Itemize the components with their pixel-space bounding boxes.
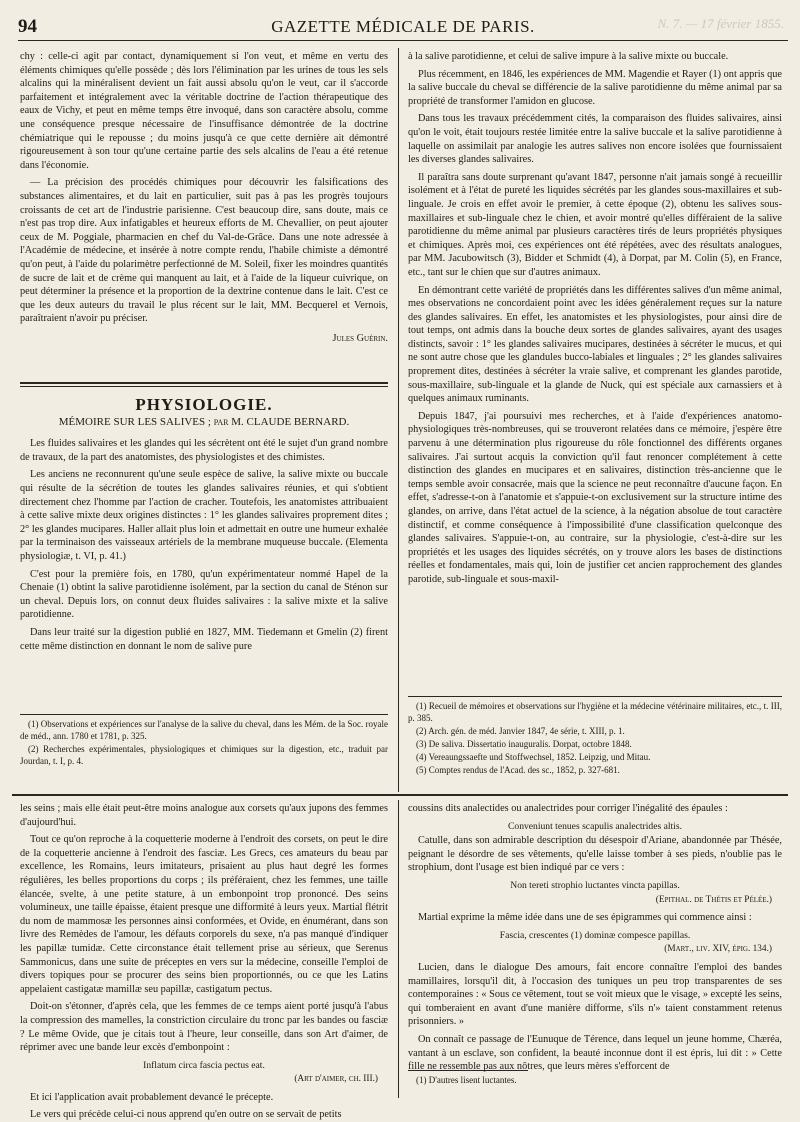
right-footnotes	[408, 700, 782, 790]
latin-quote: Non tereti strophio luctantes vincta papillas.	[510, 879, 680, 891]
page-number: 94	[18, 16, 37, 37]
section-title: PHYSIOLOGIE.	[135, 395, 273, 414]
footnote: (5) Comptes rendus de l'Acad. des sc., 1852, p. 327-681.	[416, 765, 620, 775]
left-column-physiologie	[20, 392, 388, 710]
latin-quote: Inflatum circa fascia pectus eat.	[143, 1059, 265, 1071]
left-footnotes	[20, 718, 388, 790]
feuilleton-right-column	[408, 802, 782, 1073]
paragraph: les seins ; mais elle était peut-être moins analogue aux corsets qu'aux jupons des femmes d'aujourd'hui.	[20, 803, 388, 828]
paragraph: Les anciens ne reconnurent qu'une seule espèce de salive, la salive mixte ou buccale qui résulte de la sécrétion de toutes les glandes salivaires réunies, et qui s'obtient directement chez l'homme par l'action de cracher. Toutefois, les anatomistes attribuaient à cette salive mixte deux origines distinctes : 1° les glandes salivaires proprement dites ; 2° les glandes mucipares. Haller allait plus loin et admettait en outre une humeur exhalée par la terminaison des vaisseaux artériels de la membrane muqueuse buccale. (Elementa physiologiæ, t. VI, p. 41.)	[20, 469, 388, 562]
footnote: (1) Recueil de mémoires et observations sur l'hygiène et la médecine vétérinaire militaires, etc., t. III, p. 385.	[408, 701, 782, 723]
footnote: (3) De saliva. Dissertatio inauguralis. Dorpat, octobre 1848.	[416, 739, 632, 749]
section-divider	[20, 382, 388, 384]
column-divider	[398, 48, 399, 792]
quote-reference: (Epithal. de Thétis et Pélée.)	[655, 894, 772, 905]
footnote-rule	[408, 696, 782, 697]
paragraph: On connaît ce passage de l'Eunuque de Térence, dans lequel un jeune homme, Chæréa, vantant à un esclave, son confident, la beauté inconnue dont il est épris, lui dit : » Cette fille ne ressemble pas aux nôtres, que leurs mères s'efforcent de	[408, 1033, 782, 1073]
page-header	[18, 14, 788, 41]
paragraph: Le vers qui précède celui-ci nous apprend qu'en outre on se servait de petits	[30, 1109, 342, 1121]
paragraph: Plus récemment, en 1846, les expériences de MM. Magendie et Rayer (1) ont appris que la salive buccale du cheval se différencie de la salive parotidienne du même animal par sa propriété de transformer l'amidon en glucose.	[408, 68, 783, 107]
paragraph: Les fluides salivaires et les glandes qui les sécrètent ont été le sujet d'un grand nombre de travaux, de la part des anatomistes, des physiologistes et des chimistes.	[20, 438, 388, 463]
feuilleton-divider	[12, 794, 788, 796]
paragraph: coussins dits analectides ou analectrides pour corriger l'inégalité des épaules :	[408, 803, 728, 814]
paragraph: Dans leur traité sur la digestion publié en 1827, MM. Tiedemann et Gmelin (2) firent cette même distinction en donnant le nom de salive pure	[20, 626, 388, 652]
footnote: (1) Observations et expériences sur l'analyse de la salive du cheval, dans les Mém. de la Soc. royale de méd., ann. 1780 et 1781, p. 325.	[20, 719, 388, 741]
bleed-through-date: N. 7. — 17 février 1855.	[657, 16, 784, 31]
author-signature: Jules Guérin.	[332, 332, 388, 344]
paragraph: Doit-on s'étonner, d'après cela, que les femmes de ce temps aient porté jusqu'à l'abus la compression des mamelles, la constriction circulaire du tronc par les bandes ou fasciæ ? Le même Ovide, que je citais tout à l'heure, leur conseille, dans son Art d'aimer, de réprimer avec une bande leur excès d'embonpoint :	[20, 1001, 388, 1054]
paragraph: Martial exprime la même idée dans une de ses épigrammes qui commence ainsi :	[418, 912, 752, 924]
paragraph: C'est pour la première fois, en 1780, qu'un expérimentateur nommé Hapel de la Chenaie (1) obtint la salive parotidienne isolément, par la section du canal de Sténon sur un cheval. Depuis lors, on connut deux fluides salivaires : la salive mixte et la salive parotidienne.	[20, 568, 388, 621]
footnote: (4) Vereaungssaefte und Stoffwechsel, 1852. Leipzig, und Mitau.	[416, 752, 651, 762]
paragraph: Il paraîtra sans doute surprenant qu'avant 1847, personne n'ait jamais songé à recueillir isolément et à l'état de pureté les liquides sécrétés par les glandes sous-maxillaires et sub-linguale. Je crois en effet avoir le premier, à cette époque (2), obtenu les salives sous-maxillaires et sub-linguale chez le chien, et avoir montré qu'elles différaient de la salive parotidienne du même animal par plusieurs caractères tirés de leurs propriétés physiques et chimiques. Après moi, ces expériences ont été répétées, avec des résultats analogues, par MM. Jacubowitsch (3), Bidder et Schmidt (4), à Dorpat, par M. Colin (5), en France, etc., tant sur le chien que sur d'autres animaux.	[408, 171, 782, 278]
quote-reference: (Mart., liv. XIV, épig. 134.)	[664, 944, 772, 955]
right-column-top	[408, 50, 782, 692]
footnote-rule	[408, 1070, 528, 1071]
paragraph: chy : celle-ci agit par contact, dynamiquement si l'on veut, et même en vertu des éléments chimiques qu'elle possède ; dès lors l'élimination par les urines de tous les sels alcalins qui la minéralisent devient un fait aussi absolu qu'on le veut, car il s'accorde parfaitement et intégralement avec la véritable doctrine de l'action thérapeutique des eaux de Vichy, et peut en même temps être invoqué, dans son caractère absolu, comme une conséquence presque nécessaire de l'insuffisance démontrée de la doctrine chémiatrique qui le repousse ; du moins jusqu'à ce que cette dernière ait démontré rigoureusement à son tour qu'une certaine partie des sels alcalins de l'eau a été retenue dans l'économie.	[20, 51, 388, 171]
footnote: (2) Recherches expérimentales, physiologiques et chimiques sur la digestion, etc., traduit par Jourdan, t. I, p. 4.	[20, 744, 388, 766]
footnote-rule	[20, 714, 388, 715]
journal-title: GAZETTE MÉDICALE DE PARIS.	[271, 17, 535, 36]
footnote: (1) D'autres lisent luctantes.	[416, 1075, 517, 1085]
section-divider	[20, 386, 388, 387]
column-divider	[398, 800, 399, 1098]
feuilleton-left-column	[20, 802, 388, 1121]
quote-reference: (Art d'aimer, ch. III.)	[294, 1074, 378, 1085]
left-column-top	[20, 50, 388, 376]
paragraph: Lucien, dans le dialogue Des amours, fait encore connaître l'emploi des bandes mamillaires, lorsqu'il dit, à l'occasion des tuniques un peu trop transparentes de ses contemporaines : « Sous ce vêtement, tout se voit mieux que le visage, » excepté les seins, qui tomberaient en avant d'une manière difforme, s'ils n'» taient constamment retenus prisonniers. »	[408, 961, 782, 1028]
latin-quote: Fascia, crescentes (1) dominæ compesce papillas.	[499, 929, 691, 941]
paragraph: à la salive parotidienne, et celui de salive impure à la salive mixte ou buccale.	[408, 51, 729, 62]
paragraph: Et ici l'application avait probablement devancé le précepte.	[30, 1091, 274, 1103]
article-subtitle: MÉMOIRE SUR LES SALIVES ; par M. CLAUDE BERNARD.	[58, 415, 350, 428]
paragraph: Tout ce qu'on reproche à la coquetterie moderne à l'endroit des corsets, on peut le dire de la coquetterie ancienne à l'endroit des fasciæ. Les Grecs, ces amateurs du beau par excellence, les Romains, leurs imitateurs, prisaient au plus haut degré les formes régulières, les belles proportions du corps ; ils préféraient, chez les femmes, une taille élancée, svelte, à une petite stature, à un embonpoint trop prononcé. Des seins volumineux, une taille épaisse, étaient presque une difformité à leurs yeux. Martial flétrit du nom de mammosæ les personnes ainsi conformées, et Ovide, en énumérant, dans son livre des Remèdes de l'amour, les défauts corporels du sexe, n'a pas manqué d'indiquer les papillæ tumidæ. Cette circonstance était tellement prise au sérieux, que Serenus Sammonicus, dans une suite de préceptes en vers sur la médecine, conseille l'emploi de divers topiques pour se procurer des seins bien proportionnés, ou ce que les Latins appelaient castigatæ mamillæ seu papillæ, castigatum pectus.	[20, 834, 388, 995]
paragraph: — La précision des procédés chimiques pour découvrir les falsifications des substances alimentaires, et du lait en particulier, suit pas à pas les progrès toujours croissants de cet art de l'industrie parisienne. C'est beaucoup dire, sans doute, mais ce n'est pas trop dire. Aux infatigables et heureux efforts de M. Chevallier, on peut ajouter ceux de M. Poggiale, pharmacien en chef du Val-de-Grâce. Dans une note adressée à l'Académie de médecine, et insérée à notre compte rendu, l'habile chimiste a démontré qu'on peut, à l'aide du polarimètre perfectionné de M. Soleil, fixer les moindres quantités de sucre de lait et de crème qui manquent au lait, et à l'aide de la liqueur cuivrique, on peut déterminer la présence et la proportion de la dextrine contenue dans le lait. C'est ce que les deux auteurs du travail le plus récent sur le lait, MM. Becquerel et Vernois, paraîtraient n'avoir pu préciser.	[20, 177, 388, 325]
paragraph: Depuis 1847, j'ai poursuivi mes recherches, et à l'aide d'expériences anatomo-physiologiques très-nombreuses, qui se trouveront relatées dans ce mémoire, j'espère être parvenu à une détermination plus rigoureuse du rôle fonctionnel des différents organes salivaires. J'ai surtout acquis la conviction qu'il faut renoncer complétement à cette distinction des glandes en mucipares et en salivaires, distinction très-ancienne que le temps semble avoir consacrée, mais que la science ne peut reconnaître d'aucune façon. En effet, s'adresse-t-on à l'anatomie et s'appuie-t-on exclusivement sur la structure intime des glandes, on arrive, dans l'état actuel de la science, à la négation absolue de tout caractère distinctif, et comme conséquence à l'impossibilité d'une classification quelconque des glandes salivaires. S'appuie-t-on, au contraire, sur la physiologie, c'est-à-dire sur les propriétés et les usages des liquides sécrétés, on y trouve alors les bases de distinctions réelles et fondamentales, mais qui, loin de justifier cet ancien rapprochement des glandes parotide, sub-linguale et sous-maxil-	[408, 410, 782, 585]
paragraph: Catulle, dans son admirable description du désespoir d'Ariane, abandonnée par Thésée, peignant le désordre de ses vêtements, qu'elle laisse tomber à ses pieds, n'oublie pas le strophium, dont l'usage est bien indiqué par ce vers :	[408, 835, 782, 874]
feuilleton-footnote	[408, 1074, 782, 1090]
paragraph: Dans tous les travaux précédemment cités, la comparaison des fluides salivaires, ainsi qu'on le voit, était toujours restée limitée entre la salive buccale et la salive parotidienne à laquelle on assimilait par analogie les autres salives non encore isolées que fournissaient les diverses glandes salivaires.	[408, 113, 782, 166]
paragraph: En démontrant cette variété de propriétés dans les différentes salives d'un même animal, mes observations ne concordaient point avec les idées généralement reçues sur la nature des glandes salivaires. En effet, les anatomistes et les physiologistes, pour ainsi dire de tout temps, ont admis dans la bouche deux sortes de glandes salivaires, ayant des usages distincts, savoir : 1° les glandes salivaires mucipares, destinées à sécréter le mucus, et qui ne sont autre chose que les glandules bucco-labiales et linguales ; 2° les glandes salivaires proprement dites, destinées à sécréter la vraie salive, et comprenant les glandes parotide, sous-maxillaire, sub-linguale et la glande de Nuck, qui est spéciale aux carnassiers et à quelques animaux ruminants.	[408, 284, 782, 405]
latin-quote: Conveniunt tenues scapulis analectrides altis.	[508, 820, 682, 832]
footnote: (2) Arch. gén. de méd. Janvier 1847, 4e série, t. XIII, p. 1.	[416, 726, 625, 736]
